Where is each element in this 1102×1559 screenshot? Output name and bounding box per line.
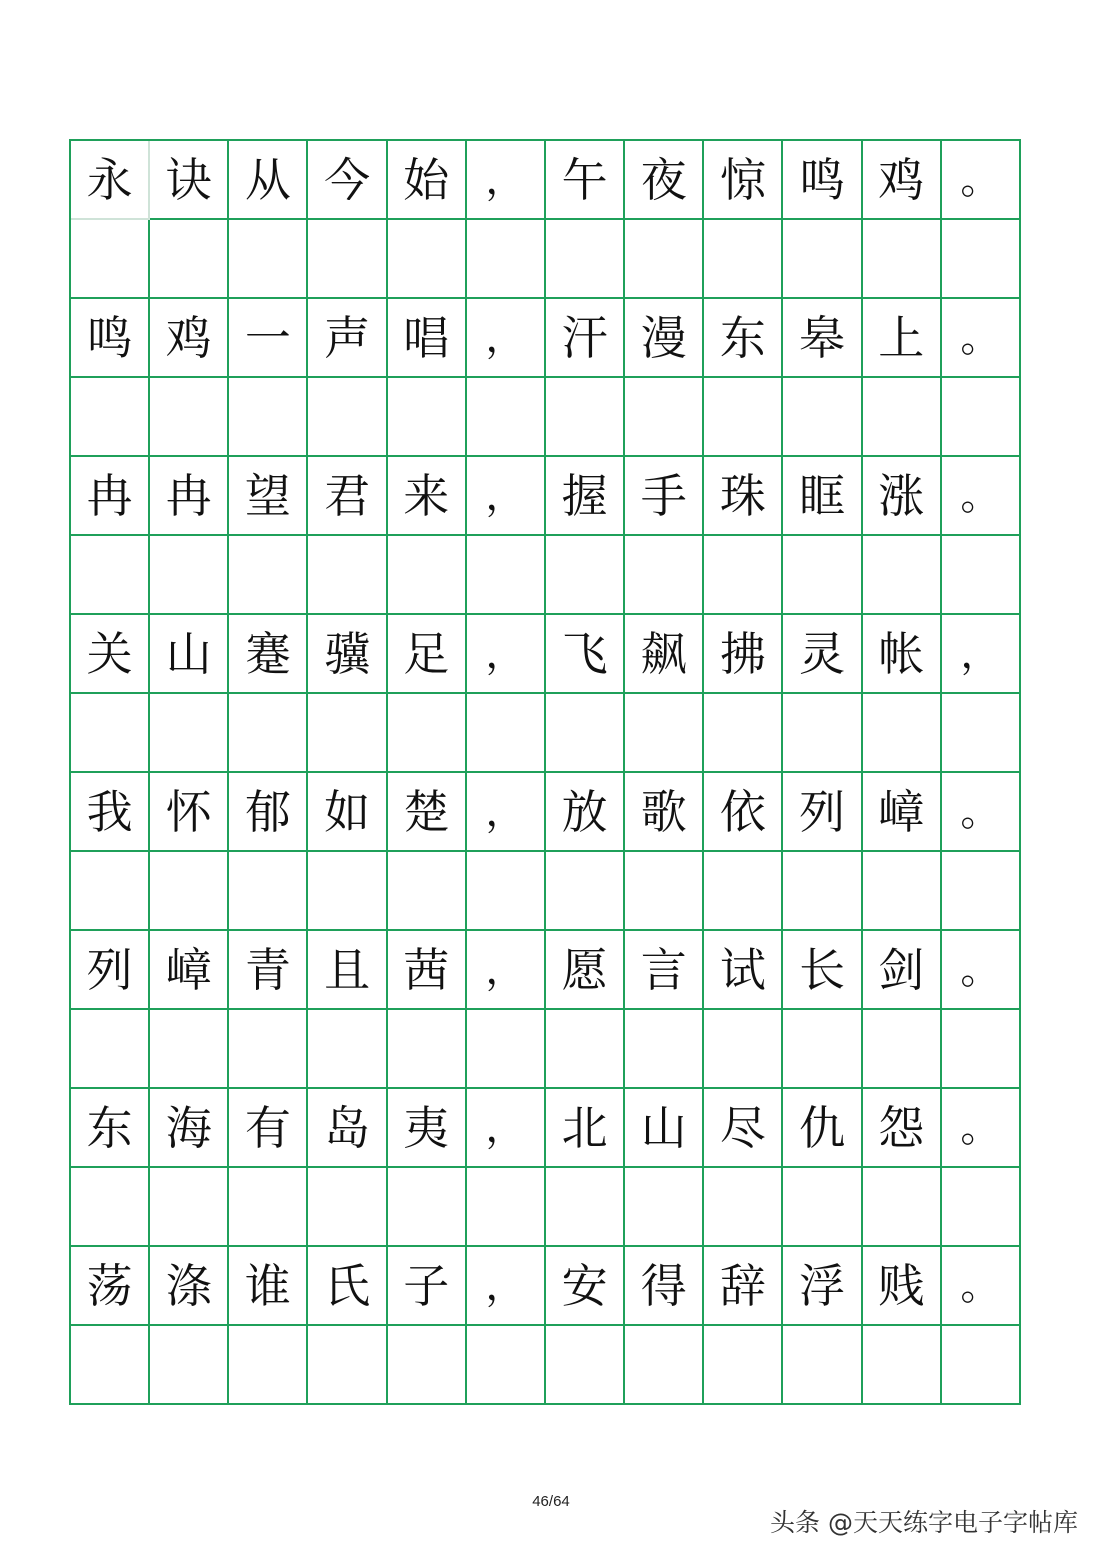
char-cell: 北 bbox=[546, 1089, 625, 1168]
practice-cell bbox=[467, 378, 546, 457]
char-cell: 安 bbox=[546, 1247, 625, 1326]
char-cell: 飞 bbox=[546, 615, 625, 694]
char-cell: 永 bbox=[71, 141, 150, 220]
char-cell: ， bbox=[942, 615, 1021, 694]
char-cell: 怀 bbox=[150, 773, 229, 852]
practice-cell bbox=[388, 220, 467, 299]
practice-cell bbox=[625, 1168, 704, 1247]
char-cell: 茜 bbox=[388, 931, 467, 1010]
char-cell: 望 bbox=[229, 457, 308, 536]
char-cell: 帐 bbox=[863, 615, 942, 694]
char-cell: 涤 bbox=[150, 1247, 229, 1326]
char-cell: 来 bbox=[388, 457, 467, 536]
char-cell: 愿 bbox=[546, 931, 625, 1010]
practice-cell bbox=[71, 378, 150, 457]
practice-cell bbox=[388, 694, 467, 773]
practice-cell bbox=[388, 378, 467, 457]
char-cell: 涨 bbox=[863, 457, 942, 536]
char-cell: 嶂 bbox=[150, 931, 229, 1010]
char-cell: 嶂 bbox=[863, 773, 942, 852]
char-cell: 皋 bbox=[783, 299, 862, 378]
practice-cell bbox=[546, 694, 625, 773]
char-cell: 今 bbox=[308, 141, 387, 220]
char-cell: 一 bbox=[229, 299, 308, 378]
char-cell: 子 bbox=[388, 1247, 467, 1326]
practice-cell bbox=[229, 852, 308, 931]
practice-cell bbox=[863, 694, 942, 773]
char-cell: 鸡 bbox=[863, 141, 942, 220]
practice-cell bbox=[783, 536, 862, 615]
char-cell: 山 bbox=[625, 1089, 704, 1168]
char-cell: 汗 bbox=[546, 299, 625, 378]
char-cell: 午 bbox=[546, 141, 625, 220]
practice-cell bbox=[783, 1010, 862, 1089]
char-cell: 氏 bbox=[308, 1247, 387, 1326]
practice-cell bbox=[546, 852, 625, 931]
char-cell: 。 bbox=[942, 931, 1021, 1010]
char-cell: 夷 bbox=[388, 1089, 467, 1168]
char-cell: 。 bbox=[942, 457, 1021, 536]
char-cell: 君 bbox=[308, 457, 387, 536]
char-cell: 鸡 bbox=[150, 299, 229, 378]
char-cell: 楚 bbox=[388, 773, 467, 852]
practice-cell bbox=[308, 694, 387, 773]
practice-cell bbox=[863, 1168, 942, 1247]
practice-cell bbox=[704, 1326, 783, 1405]
char-cell: 关 bbox=[71, 615, 150, 694]
practice-cell bbox=[863, 536, 942, 615]
char-cell: 足 bbox=[388, 615, 467, 694]
char-cell: 如 bbox=[308, 773, 387, 852]
practice-cell bbox=[942, 694, 1021, 773]
char-cell: 冉 bbox=[71, 457, 150, 536]
practice-cell bbox=[704, 1168, 783, 1247]
char-cell: 声 bbox=[308, 299, 387, 378]
char-cell: 始 bbox=[388, 141, 467, 220]
practice-cell bbox=[388, 1326, 467, 1405]
char-cell: 放 bbox=[546, 773, 625, 852]
practice-cell bbox=[308, 536, 387, 615]
char-cell: 海 bbox=[150, 1089, 229, 1168]
char-cell: 蹇 bbox=[229, 615, 308, 694]
practice-cell bbox=[942, 1326, 1021, 1405]
char-cell: 歌 bbox=[625, 773, 704, 852]
char-cell: 依 bbox=[704, 773, 783, 852]
practice-cell bbox=[863, 1010, 942, 1089]
practice-cell bbox=[546, 1010, 625, 1089]
char-cell: 青 bbox=[229, 931, 308, 1010]
practice-cell bbox=[308, 378, 387, 457]
practice-cell bbox=[71, 1010, 150, 1089]
char-cell: 浮 bbox=[783, 1247, 862, 1326]
char-cell: 上 bbox=[863, 299, 942, 378]
practice-cell bbox=[388, 536, 467, 615]
practice-cell bbox=[704, 220, 783, 299]
practice-cell bbox=[150, 220, 229, 299]
practice-cell bbox=[546, 220, 625, 299]
copybook-grid bbox=[69, 139, 1021, 1405]
char-cell: ， bbox=[467, 141, 546, 220]
char-cell: ， bbox=[467, 615, 546, 694]
practice-cell bbox=[546, 1326, 625, 1405]
practice-cell bbox=[783, 852, 862, 931]
practice-cell bbox=[783, 220, 862, 299]
practice-cell bbox=[150, 1168, 229, 1247]
practice-cell bbox=[863, 852, 942, 931]
char-cell: 且 bbox=[308, 931, 387, 1010]
page-number: 46/64 bbox=[532, 1493, 570, 1510]
practice-cell bbox=[71, 852, 150, 931]
practice-cell bbox=[467, 536, 546, 615]
practice-cell bbox=[625, 1010, 704, 1089]
char-cell: 。 bbox=[942, 1247, 1021, 1326]
practice-cell bbox=[229, 1326, 308, 1405]
char-cell: 唱 bbox=[388, 299, 467, 378]
char-cell: 骥 bbox=[308, 615, 387, 694]
char-cell: 剑 bbox=[863, 931, 942, 1010]
char-cell: ， bbox=[467, 1247, 546, 1326]
practice-cell bbox=[229, 220, 308, 299]
char-cell: 辞 bbox=[704, 1247, 783, 1326]
char-cell: 东 bbox=[704, 299, 783, 378]
practice-cell bbox=[625, 694, 704, 773]
char-cell: 谁 bbox=[229, 1247, 308, 1326]
char-cell: 手 bbox=[625, 457, 704, 536]
practice-cell bbox=[704, 378, 783, 457]
practice-cell bbox=[546, 378, 625, 457]
practice-cell bbox=[467, 1326, 546, 1405]
char-cell: 有 bbox=[229, 1089, 308, 1168]
practice-cell bbox=[863, 220, 942, 299]
practice-cell bbox=[71, 1168, 150, 1247]
practice-cell bbox=[942, 378, 1021, 457]
practice-cell bbox=[467, 1010, 546, 1089]
char-cell: 长 bbox=[783, 931, 862, 1010]
char-cell: 珠 bbox=[704, 457, 783, 536]
practice-cell bbox=[150, 536, 229, 615]
practice-cell bbox=[388, 852, 467, 931]
char-cell: 列 bbox=[783, 773, 862, 852]
practice-cell bbox=[467, 694, 546, 773]
practice-cell bbox=[71, 220, 150, 299]
practice-cell bbox=[308, 1010, 387, 1089]
practice-cell bbox=[783, 1326, 862, 1405]
char-cell: ， bbox=[467, 1089, 546, 1168]
practice-cell bbox=[942, 536, 1021, 615]
char-cell: 从 bbox=[229, 141, 308, 220]
practice-cell bbox=[704, 536, 783, 615]
practice-cell bbox=[942, 220, 1021, 299]
char-cell: 灵 bbox=[783, 615, 862, 694]
practice-cell bbox=[150, 852, 229, 931]
char-cell: 得 bbox=[625, 1247, 704, 1326]
char-cell: 拂 bbox=[704, 615, 783, 694]
char-cell: ， bbox=[467, 931, 546, 1010]
practice-cell bbox=[467, 220, 546, 299]
practice-cell bbox=[71, 1326, 150, 1405]
practice-cell bbox=[71, 536, 150, 615]
practice-cell bbox=[229, 536, 308, 615]
practice-cell bbox=[625, 378, 704, 457]
char-cell: 言 bbox=[625, 931, 704, 1010]
char-cell: ， bbox=[467, 773, 546, 852]
char-cell: 列 bbox=[71, 931, 150, 1010]
practice-cell bbox=[388, 1010, 467, 1089]
char-cell: 试 bbox=[704, 931, 783, 1010]
practice-cell bbox=[229, 1010, 308, 1089]
char-cell: 漫 bbox=[625, 299, 704, 378]
char-cell: 飙 bbox=[625, 615, 704, 694]
practice-cell bbox=[388, 1168, 467, 1247]
char-cell: 。 bbox=[942, 141, 1021, 220]
practice-cell bbox=[308, 852, 387, 931]
practice-cell bbox=[71, 694, 150, 773]
practice-cell bbox=[625, 536, 704, 615]
char-cell: 仇 bbox=[783, 1089, 862, 1168]
practice-cell bbox=[942, 1010, 1021, 1089]
practice-cell bbox=[942, 1168, 1021, 1247]
practice-cell bbox=[150, 1010, 229, 1089]
practice-cell bbox=[229, 694, 308, 773]
char-cell: 。 bbox=[942, 773, 1021, 852]
practice-cell bbox=[704, 694, 783, 773]
char-cell: 握 bbox=[546, 457, 625, 536]
practice-cell bbox=[704, 852, 783, 931]
char-cell: 眶 bbox=[783, 457, 862, 536]
practice-cell bbox=[308, 1168, 387, 1247]
practice-cell bbox=[863, 378, 942, 457]
practice-cell bbox=[229, 378, 308, 457]
practice-cell bbox=[942, 852, 1021, 931]
char-cell: 郁 bbox=[229, 773, 308, 852]
practice-cell bbox=[229, 1168, 308, 1247]
char-cell: 怨 bbox=[863, 1089, 942, 1168]
char-cell: 冉 bbox=[150, 457, 229, 536]
practice-cell bbox=[150, 694, 229, 773]
char-cell: 我 bbox=[71, 773, 150, 852]
practice-cell bbox=[467, 1168, 546, 1247]
watermark: 头条 @天天练字电子字帖库 bbox=[770, 1508, 1078, 1537]
practice-cell bbox=[150, 1326, 229, 1405]
char-cell: 山 bbox=[150, 615, 229, 694]
char-cell: 东 bbox=[71, 1089, 150, 1168]
practice-cell bbox=[863, 1326, 942, 1405]
practice-cell bbox=[308, 1326, 387, 1405]
practice-cell bbox=[625, 220, 704, 299]
char-cell: 鸣 bbox=[783, 141, 862, 220]
char-cell: 鸣 bbox=[71, 299, 150, 378]
char-cell: 贱 bbox=[863, 1247, 942, 1326]
practice-cell bbox=[783, 694, 862, 773]
practice-cell bbox=[625, 1326, 704, 1405]
char-cell: 夜 bbox=[625, 141, 704, 220]
practice-cell bbox=[783, 378, 862, 457]
practice-cell bbox=[625, 852, 704, 931]
practice-cell bbox=[150, 378, 229, 457]
char-cell: 诀 bbox=[150, 141, 229, 220]
char-cell: 。 bbox=[942, 299, 1021, 378]
char-cell: ， bbox=[467, 457, 546, 536]
char-cell: 尽 bbox=[704, 1089, 783, 1168]
practice-cell bbox=[308, 220, 387, 299]
char-cell: 惊 bbox=[704, 141, 783, 220]
practice-cell bbox=[546, 536, 625, 615]
practice-cell bbox=[783, 1168, 862, 1247]
char-cell: 。 bbox=[942, 1089, 1021, 1168]
practice-cell bbox=[467, 852, 546, 931]
char-cell: 荡 bbox=[71, 1247, 150, 1326]
char-cell: 岛 bbox=[308, 1089, 387, 1168]
practice-cell bbox=[704, 1010, 783, 1089]
char-cell: ， bbox=[467, 299, 546, 378]
practice-cell bbox=[546, 1168, 625, 1247]
